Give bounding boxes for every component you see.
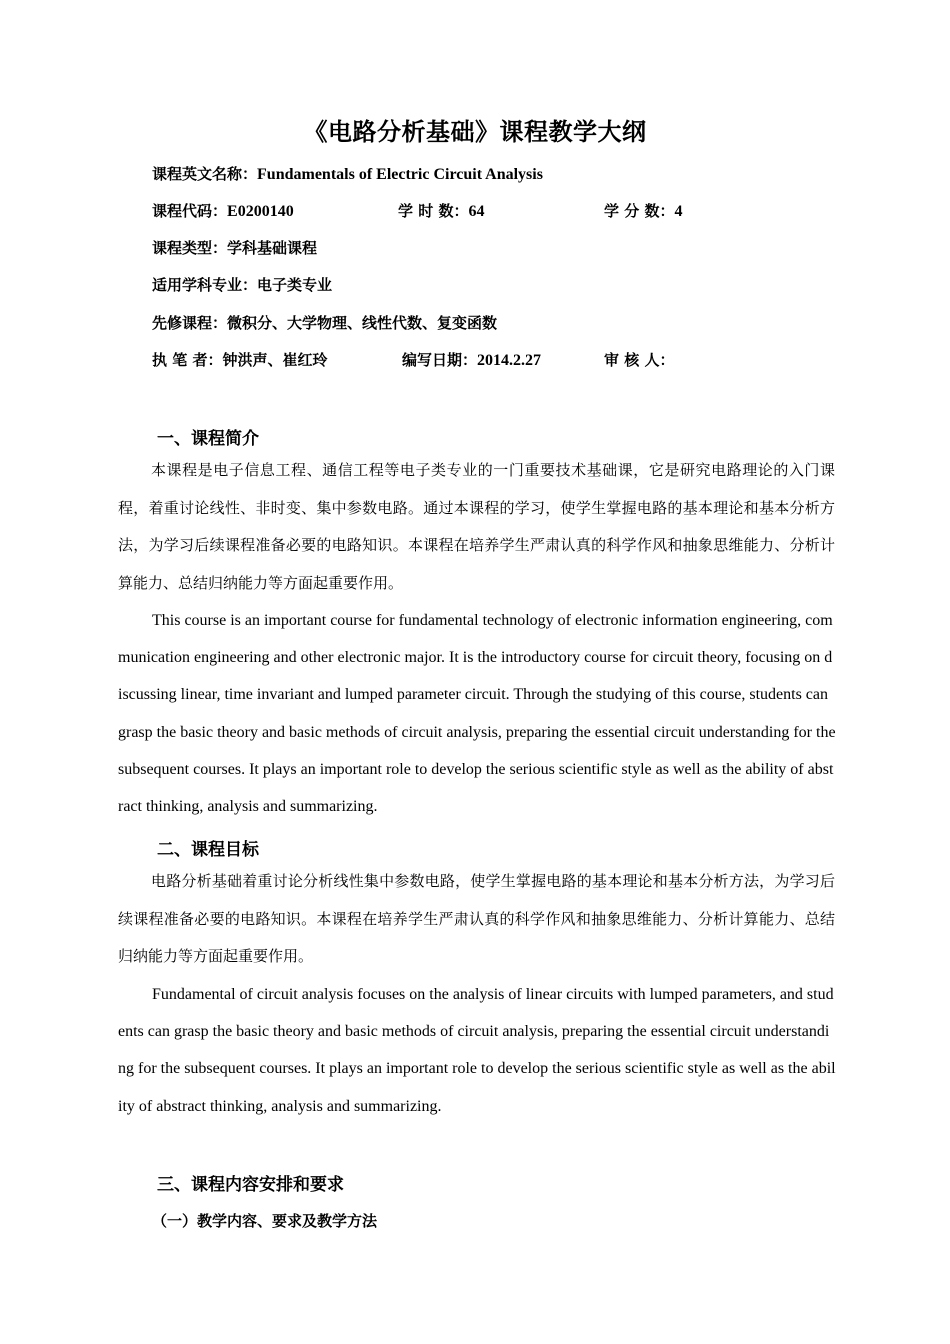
author-label: 执 笔 者： xyxy=(152,351,223,369)
prerequisites-value: 微积分、大学物理、线性代数、复变函数 xyxy=(227,314,498,332)
course-type-value: 学科基础课程 xyxy=(227,239,318,257)
date xyxy=(402,349,541,370)
section2-paragraph-cn: 电路分析基础着重讨论分析线性集中参数电路，使学生掌握电路的基本理论和基本分析方法，为学习后续课程准备必要的电路知识。本课程在培养学生严肃认真的科学作风和抽象思维能力、分析计算能力、总结归纳能力等方面起重要作用。 xyxy=(118,872,835,965)
author-date-reviewer-row xyxy=(152,349,752,371)
course-code-value: E0200140 xyxy=(227,203,294,220)
english-name-label: 课程英文名称： xyxy=(152,165,258,183)
date-value: 2014.2.27 xyxy=(477,352,542,369)
major-value: 电子类专业 xyxy=(257,276,333,294)
section1-paragraph-cn: 本课程是电子信息工程、通信工程等电子类专业的一门重要技术基础课，它是研究电路理论的入门课程，着重讨论线性、非时变、集中参数电路。通过本课程的学习，使学生掌握电路的基本理论和基本分析方法，为学习后续课程准备必要的电路知识。本课程在培养学生严肃认真的科学作风和抽象思维能力、分析计算能力、总结归纳能力等方面起重要作用。 xyxy=(118,461,835,592)
date-label: 编写日期： xyxy=(402,351,478,369)
prerequisites-row xyxy=(152,312,497,333)
code-hours-credits-row xyxy=(152,200,752,222)
prerequisites-label: 先修课程： xyxy=(152,314,228,332)
credits-value: 4 xyxy=(674,203,683,220)
course-type-label: 课程类型： xyxy=(152,239,228,257)
course-code-label: 课程代码： xyxy=(152,202,228,220)
class-hours-value: 64 xyxy=(468,203,485,220)
english-name-row xyxy=(152,163,543,184)
course-code xyxy=(152,200,294,221)
section1-heading: 一、课程简介 xyxy=(157,429,259,449)
author xyxy=(152,349,327,370)
author-value: 钟洪声、崔红玲 xyxy=(222,351,328,369)
section3-subheading: （一）教学内容、要求及教学方法 xyxy=(152,1212,378,1230)
major-row xyxy=(152,274,332,295)
english-name-value: Fundamentals of Electric Circuit Analysis xyxy=(257,166,543,183)
section3-heading: 三、课程内容安排和要求 xyxy=(157,1175,344,1195)
credits-label: 学 分 数： xyxy=(604,202,675,220)
section1-paragraph-en: This course is an important course for fundamental technology of electronic information engineering, communication engineering and other electronic major. It is the introductory course for circuit theory, focusing on discussing linear, time invariant and lumped parameter circuit. Through the studying of this course, students can grasp the basic theory and basic methods of circuit analysis, preparing the essential circuit understanding for the subsequent courses. It plays an important role to develop the serious scientific style as well as the ability of abstract thinking, analysis and summarizing. xyxy=(118,612,836,816)
section2-paragraph-en: Fundamental of circuit analysis focuses on the analysis of linear circuits with lumped parameters, and students can grasp the basic theory and basic methods of circuit analysis, preparing the essential circuit understanding for the subsequent courses. It plays an important role to develop the serious scientific style as well as the ability of abstract thinking, analysis and summarizing. xyxy=(118,986,836,1115)
reviewer-label: 审 核 人： xyxy=(604,351,675,369)
document-title: 《电路分析基础》课程教学大纲 xyxy=(303,118,647,146)
course-type-row xyxy=(152,237,317,258)
credits xyxy=(604,200,682,221)
reviewer xyxy=(604,349,674,370)
section2-heading: 二、课程目标 xyxy=(157,840,259,860)
class-hours-label: 学 时 数： xyxy=(398,202,469,220)
major-label: 适用学科专业： xyxy=(152,276,258,294)
class-hours xyxy=(398,200,484,221)
